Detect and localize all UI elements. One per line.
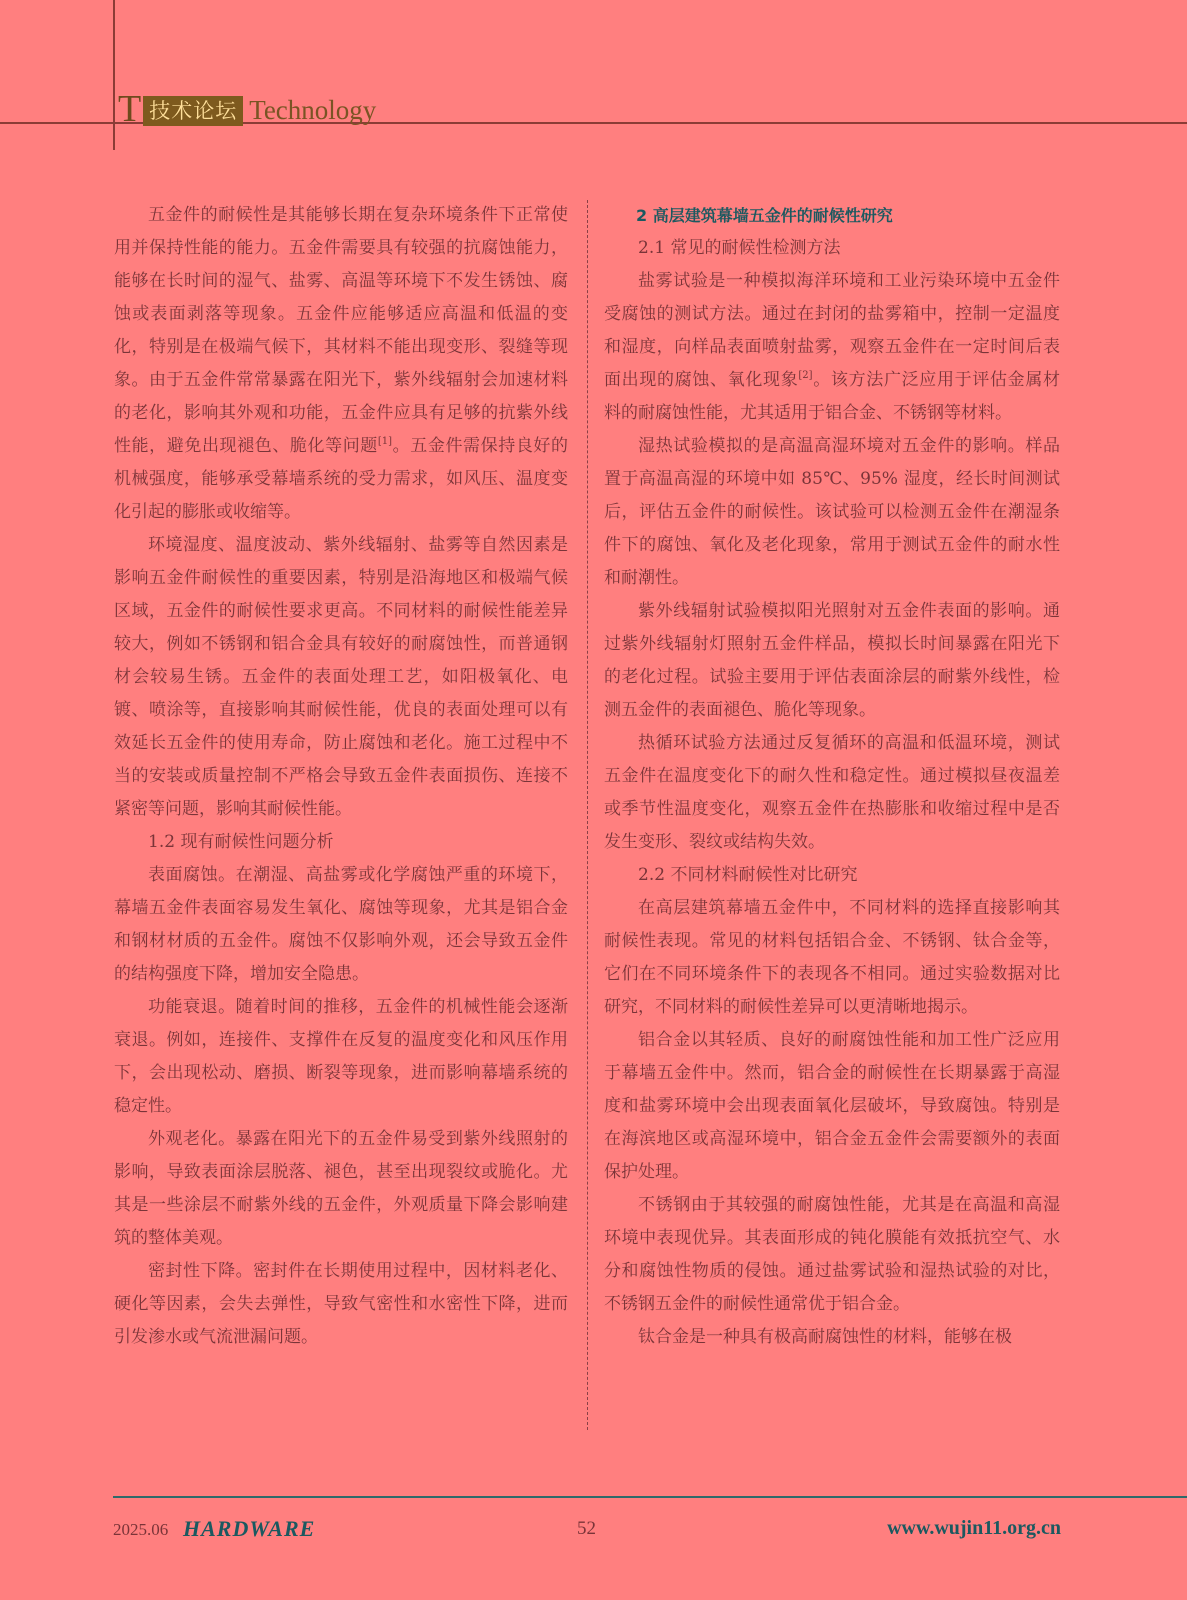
left-column xyxy=(114,199,568,1354)
paragraph-text: 外观老化。暴露在阳光下的五金件易受到紫外线照射的影响，导致表面涂层脱落、褪色，甚至出现裂纹或脆化。尤其是一些涂层不耐紫外线的五金件，外观质量下降会影响建筑的整体美观。 xyxy=(114,1129,568,1248)
paragraph xyxy=(114,991,568,1123)
section-title-english: Technology xyxy=(249,95,377,125)
footer-rule xyxy=(113,1496,1187,1498)
subsection-heading xyxy=(604,232,1060,265)
section-header xyxy=(118,88,377,130)
paragraph xyxy=(604,1189,1060,1321)
paragraph-text: 2.2 不同材料耐候性对比研究 xyxy=(638,865,858,885)
subsection-heading xyxy=(604,859,1060,892)
column-divider xyxy=(587,200,588,1430)
right-column xyxy=(604,199,1060,1354)
header-vertical-rule xyxy=(113,0,115,150)
paragraph xyxy=(114,529,568,826)
paragraph xyxy=(604,892,1060,1024)
paragraph-text: 钛合金是一种具有极高耐腐蚀性的材料，能够在极 xyxy=(638,1327,1012,1347)
section-badge: 技术论坛 xyxy=(143,96,243,126)
paragraph-text: 功能衰退。随着时间的推移，五金件的机械性能会逐渐衰退。例如，连接件、支撑件在反复的温度变化和风压作用下，会出现松动、磨损、断裂等现象，进而影响幕墙系统的稳定性。 xyxy=(114,997,568,1116)
paragraph-text: 铝合金以其轻质、良好的耐腐蚀性能和加工性广泛应用于幕墙五金件中。然而，铝合金的耐候性在长期暴露于高湿度和盐雾环境中会出现表面氧化层破坏，导致腐蚀。特别是在海滨地区或高湿环境中，铝合金五金件会需要额外的表面保护处理。 xyxy=(604,1030,1060,1182)
paragraph-text: 湿热试验模拟的是高温高湿环境对五金件的影响。样品置于高温高湿的环境中如 85℃、95% 湿度，经长时间测试后，评估五金件的耐候性。该试验可以检测五金件在潮湿条件下的腐蚀、氧化及老化现象，常用于测试五金件的耐水性和耐潮性。 xyxy=(604,436,1060,588)
paragraph-text: 盐雾试验是一种模拟海洋环境和工业污染环境中五金件受腐蚀的测试方法。通过在封闭的盐雾箱中，控制一定温度和湿度，向样品表面喷射盐雾，观察五金件在一定时间后表面出现的腐蚀、氧化现象 xyxy=(604,271,1060,390)
paragraph-text: 表面腐蚀。在潮湿、高盐雾或化学腐蚀严重的环境下，幕墙五金件表面容易发生氧化、腐蚀等现象，尤其是铝合金和钢材材质的五金件。腐蚀不仅影响外观，还会导致五金件的结构强度下降，增加安全隐患。 xyxy=(114,865,568,984)
citation-ref: [1] xyxy=(377,436,393,447)
section-heading xyxy=(604,199,1060,232)
paragraph-text-continued: 。该方法广泛应用于评估金属材料的耐腐蚀性能，尤其适用于铝合金、不锈钢等材料。 xyxy=(604,370,1061,423)
paragraph xyxy=(114,859,568,991)
paragraph xyxy=(604,595,1060,727)
paragraph xyxy=(114,199,568,529)
paragraph xyxy=(604,1024,1060,1189)
paragraph xyxy=(604,1321,1060,1354)
paragraph-text: 1.2 现有耐候性问题分析 xyxy=(148,832,334,852)
paragraph xyxy=(604,265,1060,430)
paragraph xyxy=(604,430,1060,595)
paragraph-text-continued: 。五金件需保持良好的机械强度，能够承受幕墙系统的受力需求，如风压、温度变化引起的膨胀或收缩等。 xyxy=(114,436,569,522)
paragraph-text: 热循环试验方法通过反复循环的高温和低温环境，测试五金件在温度变化下的耐久性和稳定性。通过模拟昼夜温差或季节性温度变化，观察五金件在热膨胀和收缩过程中是否发生变形、裂纹或结构失效。 xyxy=(604,733,1060,852)
website-url: www.wujin11.org.cn xyxy=(887,1517,1061,1539)
paragraph-text: 2.1 常见的耐候性检测方法 xyxy=(638,238,841,258)
page-number: 52 xyxy=(577,1518,596,1539)
paragraph-text: 紫外线辐射试验模拟阳光照射对五金件表面的影响。通过紫外线辐射灯照射五金件样品，模拟长时间暴露在阳光下的老化过程。试验主要用于评估表面涂层的耐紫外线性，检测五金件的表面褪色、脆化等现象。 xyxy=(604,601,1060,720)
paragraph-text: 五金件的耐候性是其能够长期在复杂环境条件下正常使用并保持性能的能力。五金件需要具有较强的抗腐蚀能力，能够在长时间的湿气、盐雾、高温等环境下不发生锈蚀、腐蚀或表面剥落等现象。五金件应能够适应高温和低温的变化，特别是在极端气候下，其材料不能出现变形、裂缝等现象。由于五金件常常暴露在阳光下，紫外线辐射会加速材料的老化，影响其外观和功能，五金件应具有足够的抗紫外线性能，避免出现褪色、脆化等问题 xyxy=(114,205,568,456)
citation-ref: [2] xyxy=(798,370,813,381)
section-letter: T xyxy=(118,88,142,130)
page-footer xyxy=(113,1516,1061,1546)
paragraph-text: 在高层建筑幕墙五金件中，不同材料的选择直接影响其耐候性表现。常见的材料包括铝合金、不锈钢、钛合金等，它们在不同环境条件下的表现各不相同。通过实验数据对比研究，不同材料的耐候性差异可以更清晰地揭示。 xyxy=(604,898,1060,1017)
paragraph-text: 环境湿度、温度波动、紫外线辐射、盐雾等自然因素是影响五金件耐候性的重要因素，特别是沿海地区和极端气候区域，五金件的耐候性要求更高。不同材料的耐候性能差异较大，例如不锈钢和铝合金具有较好的耐腐蚀性，而普通钢材会较易生锈。五金件的表面处理工艺，如阳极氧化、电镀、喷涂等，直接影响其耐候性能，优良的表面处理可以有效延长五金件的使用寿命，防止腐蚀和老化。施工过程中不当的安装或质量控制不严格会导致五金件表面损伤、连接不紧密等问题，影响其耐候性能。 xyxy=(114,535,568,819)
subsection-heading xyxy=(114,826,568,859)
paragraph-text: 密封性下降。密封件在长期使用过程中，因材料老化、硬化等因素，会失去弹性，导致气密性和水密性下降，进而引发渗水或气流泄漏问题。 xyxy=(114,1261,568,1347)
paragraph xyxy=(604,727,1060,859)
paragraph xyxy=(114,1255,568,1354)
paragraph-text: 不锈钢由于其较强的耐腐蚀性能，尤其是在高温和高湿环境中表现优异。其表面形成的钝化膜能有效抵抗空气、水分和腐蚀性物质的侵蚀。通过盐雾试验和湿热试验的对比，不锈钢五金件的耐候性通常优于铝合金。 xyxy=(604,1195,1060,1314)
magazine-name: HARDWARE xyxy=(183,1516,316,1541)
issue-date: 2025.06 xyxy=(113,1520,169,1539)
paragraph xyxy=(114,1123,568,1255)
paragraph-text: 2 高层建筑幕墙五金件的耐候性研究 xyxy=(636,206,893,225)
